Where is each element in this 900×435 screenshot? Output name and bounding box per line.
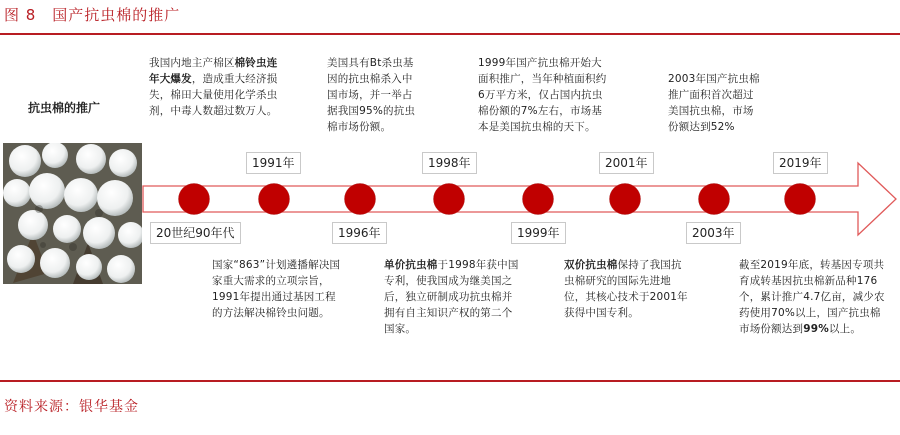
figure-title: 图 8 国产抗虫棉的推广 [4, 6, 181, 24]
side-label: 抗虫棉的推广 [28, 101, 101, 115]
timeline-node-3 [345, 184, 376, 215]
year-label-5: 1999年 [511, 222, 566, 244]
timeline-node-8 [785, 184, 816, 215]
year-label-1: 20世纪90年代 [150, 222, 241, 244]
year-label-8: 2019年 [773, 152, 828, 174]
timeline-node-1 [179, 184, 210, 215]
bottom-rule [0, 380, 900, 382]
timeline-node-5 [523, 184, 554, 215]
year-label-3: 1996年 [332, 222, 387, 244]
note-1999: 1999年国产抗虫棉开始大面积推广，当年种植面积约6万平方米，仅占国内抗虫棉份额的7%左右，市场基本是美国抗虫棉的天下。 [478, 57, 607, 133]
note-1990s: 我国内地主产棉区棉铃虫连年大爆发，造成重大经济损失，棉田大量使用化学杀虫剂，中毒人数超过数万人。 [149, 57, 278, 117]
note-1991: 国家“863”计划遴播解决国家重大需求的立项宗旨，1991年提出通过基因工程的方法解决棉铃虫问题。 [212, 259, 341, 319]
timeline-node-2 [259, 184, 290, 215]
note-1998: 单价抗虫棉于1998年获中国专利，使我国成为继美国之后，独立研制成功抗虫棉并拥有自主知识产权的第二个国家。 [384, 259, 519, 335]
note-1996: 美国具有Bt杀虫基因的抗虫棉杀入中国市场，并一举占据我国95%的抗虫棉市场份额。 [327, 57, 416, 133]
year-label-4: 1998年 [422, 152, 477, 174]
source-note: 资料来源：银华基金 [4, 399, 139, 415]
note-2019: 截至2019年底，转基因专项共育成转基因抗虫棉新品种176个，累计推广4.7亿亩，减少农药使用70%以上，国产抗虫棉市场份额达到99%以上。 [739, 259, 885, 335]
note-2003: 2003年国产抗虫棉推广面积首次超过美国抗虫棉，市场份额达到52% [668, 73, 760, 133]
year-label-7: 2003年 [686, 222, 741, 244]
note-2001: 双价抗虫棉保持了我国抗虫棉研究的国际先进地位，其核心技术于2001年获得中国专利。 [564, 259, 688, 319]
timeline-node-4 [434, 184, 465, 215]
year-label-6: 2001年 [599, 152, 654, 174]
timeline-node-7 [699, 184, 730, 215]
timeline-node-6 [610, 184, 641, 215]
year-label-2: 1991年 [246, 152, 301, 174]
